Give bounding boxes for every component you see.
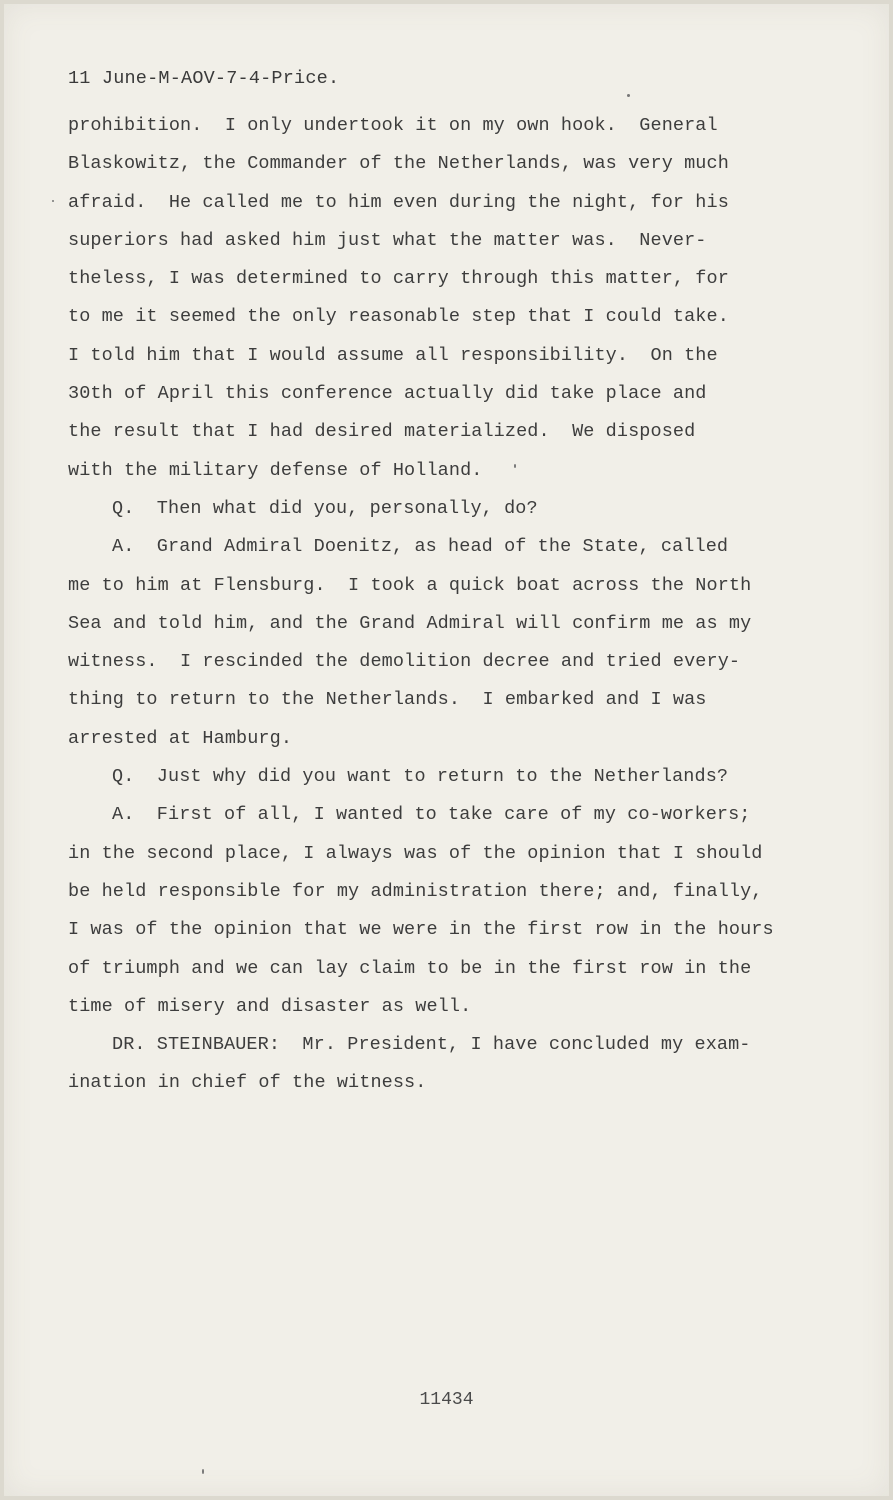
text-line: the result that I had desired materialized. We disposed	[68, 421, 696, 443]
text-line: ination in chief of the witness.	[68, 1072, 427, 1094]
speck-mark	[202, 1469, 204, 1474]
text-line: theless, I was determined to carry through this matter, for	[68, 268, 729, 290]
text-line: 30th of April this conference actually did take place and	[68, 383, 707, 405]
text-line: DR. STEINBAUER: Mr. President, I have concluded my exam-	[112, 1034, 751, 1056]
text-line: be held responsible for my administration there; and, finally,	[68, 880, 763, 902]
document-page	[4, 4, 889, 1496]
text-line: time of misery and disaster as well.	[68, 995, 472, 1017]
text-line: arrested at Hamburg.	[68, 727, 293, 749]
text-line: prohibition. I only undertook it on my own hook. General	[68, 115, 718, 136]
text-line: in the second place, I always was of the opinion that I should	[68, 842, 763, 864]
text-line: afraid. He called me to him even during the night, for his	[68, 191, 729, 213]
page-header: 11 June-M-AOV-7-4-Price.	[68, 68, 340, 89]
text-line: thing to return to the Netherlands. I embarked and I was	[68, 689, 707, 711]
speck-mark	[52, 200, 54, 202]
text-line: me to him at Flensburg. I took a quick boat across the North	[68, 574, 752, 596]
text-line: Q. Then what did you, personally, do?	[112, 497, 538, 519]
page-number: 11434	[419, 1390, 474, 1410]
text-line: witness. I rescinded the demolition decree and tried every-	[68, 651, 741, 673]
text-line: A. Grand Admiral Doenitz, as head of the State, called	[112, 536, 729, 558]
text-line: Blaskowitz, the Commander of the Netherlands, was very much	[68, 153, 729, 175]
transcript-body	[68, 107, 808, 1103]
text-line: with the military defense of Holland.	[68, 459, 483, 481]
text-line: Q. Just why did you want to return to the Netherlands?	[112, 766, 729, 788]
text-line: I told him that I would assume all responsibility. On the	[68, 344, 718, 366]
text-line: of triumph and we can lay claim to be in the first row in the	[68, 957, 752, 979]
text-line: superiors had asked him just what the matter was. Never-	[68, 229, 707, 251]
speck-mark	[514, 464, 516, 468]
text-line: A. First of all, I wanted to take care of my co-workers;	[112, 804, 751, 826]
text-line: to me it seemed the only reasonable step that I could take.	[68, 306, 729, 328]
text-line: I was of the opinion that we were in the first row in the hours	[68, 919, 774, 941]
text-line: Sea and told him, and the Grand Admiral will confirm me as my	[68, 612, 752, 634]
speck-mark	[627, 94, 630, 97]
